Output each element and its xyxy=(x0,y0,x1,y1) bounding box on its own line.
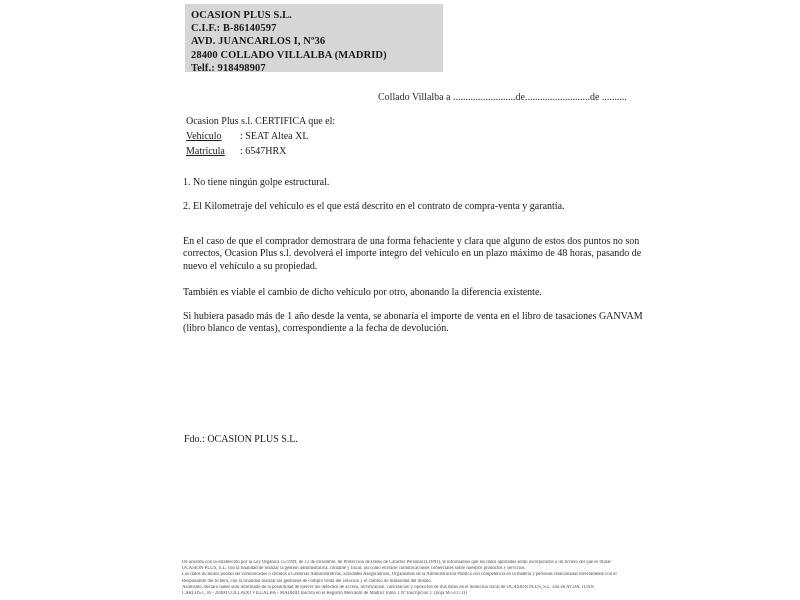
certified-point-2: 2. El Kilometraje del vehículo es el que está descrito en el contrato de compra-venta y garantía. xyxy=(183,201,565,212)
certified-point-1: 1. No tiene ningún golpe estructural. xyxy=(183,177,330,188)
date-line: Collado Villalba a .........................de..........................de .......... xyxy=(378,92,627,103)
company-phone: Telf.: 918498907 xyxy=(191,62,266,74)
legal-footer-line-4: Responsable del fichero, con la finalidad realizar las gestiones de compra venta del vehículo y el cambio de titularidad del mismo. xyxy=(182,578,432,584)
legal-footer-line-6: CARLOS I, 36 - 28400 COLLADO VILLALBA - MADRID Inscrita en el Registro Mercantil de Madrid Tomo 1 Nº Inscripción 1. (hoja M-511731) xyxy=(182,591,468,597)
certification-block xyxy=(186,114,335,159)
letterhead xyxy=(185,4,443,72)
legal-footer-line-3: Los datos incluidos podrán ser comunicados o cedidos a Gestorías Administrativas, Entidades Aseguradoras, Organismos de la Administración Pública con competencia en la materia y personas relacionadas directamente con el xyxy=(182,572,617,578)
company-cif: C.I.F.: B-86140597 xyxy=(191,23,277,35)
certify-intro: Ocasion Plus s.l. CERTIFICA que el: xyxy=(186,116,336,127)
exchange-paragraph: También es viable el cambio de dicho vehículo por otro, abonando la diferencia existente. xyxy=(183,287,542,298)
plate-value: : 6547HRX xyxy=(240,146,287,157)
company-address-line1: AVD. JUANCARLOS I, Nº36 xyxy=(191,36,326,48)
plate-line xyxy=(186,144,335,159)
vehicle-label: Vehículo xyxy=(186,131,222,142)
legal-footer-line-1: De acuerdo con lo establecido por la Ley Orgánica 15/1999, de 13 de diciembre, de Protección de Datos de Carácter Personal (LOPD), le informamos que los datos aportados serán incorporados a un fichero del que es titular xyxy=(182,560,611,565)
legal-footer-line-5: Asimismo, declaro haber sido informado de la posibilidad de ejercer los derechos de acceso, rectificación, cancelación y oposición de mis datos en el domicilio fiscal de OCASIÓN PLUS, S.L. sito en AVDA. JUAN xyxy=(182,584,594,590)
signature-line: Fdo.: OCASION PLUS S.L. xyxy=(184,434,298,445)
vehicle-line xyxy=(186,129,335,144)
vehicle-value: : SEAT Altea XL xyxy=(240,131,309,142)
legal-footer-line-2: OCASIÓN PLUS, S.L. con la finalidad de realizar la gestión administrativa, contable y fiscal, así como enviarle comunicaciones comerciales sobre nuestros productos y servicios. xyxy=(182,566,526,572)
ganvam-paragraph: Si hubiera pasado más de 1 año desde la venta, se abonaría el importe de venta en el libro de tasaciones GANVAM (libro blanco de ventas), correspondiente a la fecha de devolución. xyxy=(183,311,643,335)
legal-footer xyxy=(182,560,657,597)
company-name: OCASION PLUS S.L. xyxy=(191,10,292,21)
company-address-line2: 28400 COLLADO VILLALBA (MADRID) xyxy=(191,49,387,61)
plate-label: Matrícula xyxy=(186,146,225,157)
refund-paragraph: En el caso de que el comprador demostrara de una forma fehaciente y clara que alguno de estos dos puntos no son correctos, Ocasion Plus s.l. devolverá el importe integro del vehículo en un plazo máximo de 48 horas, pasando de nuevo el vehículo a su propiedad. xyxy=(183,236,642,272)
